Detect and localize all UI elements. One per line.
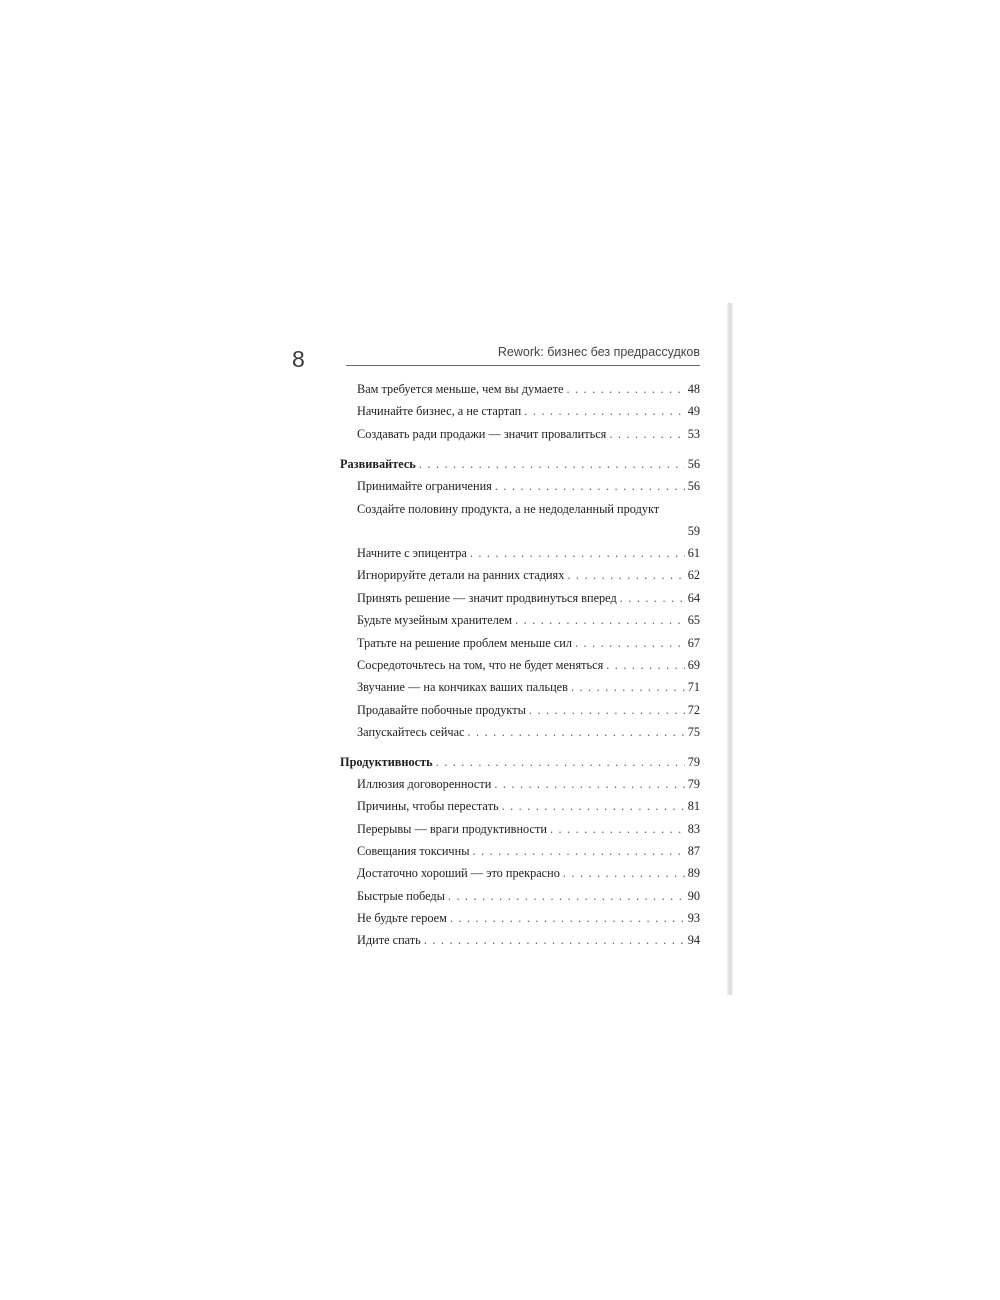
toc-entry	[357, 378, 700, 400]
toc-entry-page: 79	[687, 755, 700, 769]
dot-leader	[620, 587, 685, 609]
dot-leader	[494, 773, 684, 795]
toc-entry	[357, 929, 700, 951]
toc-entry	[357, 542, 700, 564]
toc-entry	[357, 721, 700, 743]
toc-entry-page: 72	[687, 703, 700, 717]
dot-leader	[448, 885, 685, 907]
page-number: 8	[292, 346, 305, 372]
dot-leader	[495, 475, 685, 497]
toc-entry	[357, 400, 700, 422]
toc-section	[340, 453, 700, 475]
toc-entry-title: Развивайтесь	[340, 457, 416, 471]
toc-entry-title: Создавать ради продажи — значит провалиться	[357, 427, 607, 441]
toc-entry-title: Начните с эпицентра	[357, 546, 467, 560]
header-rule	[346, 365, 700, 366]
toc-entry-page: 56	[687, 457, 700, 471]
dot-leader	[524, 400, 684, 422]
toc-entry-page: 64	[687, 591, 700, 605]
toc-entry	[357, 654, 700, 676]
toc-entry-page: 81	[687, 799, 700, 813]
toc-entry-page: 65	[687, 613, 700, 627]
toc-entry-page: 59	[687, 524, 700, 538]
toc-entry-title: Быстрые победы	[357, 889, 445, 903]
page-edge	[727, 303, 733, 995]
dot-leader	[571, 676, 685, 698]
toc-entry	[357, 885, 700, 907]
toc-entry	[357, 840, 700, 862]
toc-entry-page: 87	[687, 844, 700, 858]
toc-entry-title: Принять решение — значит продвинуться вперед	[357, 591, 617, 605]
toc-entry-title: Сосредоточьтесь на том, что не будет меняться	[357, 658, 604, 672]
page-header	[292, 340, 700, 380]
toc-section	[340, 751, 700, 773]
dot-leader	[566, 378, 684, 400]
toc-entry	[357, 699, 700, 721]
dot-leader	[529, 699, 685, 721]
toc-entry-title: Продавайте побочные продукты	[357, 703, 526, 717]
toc-entry-page: 93	[687, 911, 700, 925]
toc-entry-title: Совещания токсичны	[357, 844, 470, 858]
toc-entry	[357, 795, 700, 817]
toc-entry-page: 62	[687, 568, 700, 582]
toc-entry-title: Начинайте бизнес, а не стартап	[357, 404, 522, 418]
dot-leader	[472, 840, 684, 862]
toc-entry	[357, 862, 700, 884]
dot-leader	[606, 654, 684, 676]
toc-entry-page: 56	[687, 479, 700, 493]
toc-entry-page: 75	[687, 725, 700, 739]
toc-entry-title: Причины, чтобы перестать	[357, 799, 499, 813]
toc-entry-page: 83	[687, 822, 700, 836]
toc-entry	[357, 475, 700, 497]
toc-entry-title: Не будьте героем	[357, 911, 447, 925]
dot-leader	[419, 453, 685, 475]
toc-entry-title: Тратьте на решение проблем меньше сил	[357, 636, 572, 650]
toc-entry-title: Достаточно хороший — это прекрасно	[357, 866, 560, 880]
toc-entry-page: 61	[687, 546, 700, 560]
dot-leader	[468, 721, 685, 743]
toc-entry	[357, 587, 700, 609]
toc-entry-title: Вам требуется меньше, чем вы думаете	[357, 382, 564, 396]
toc-entry	[357, 564, 700, 586]
dot-leader	[609, 423, 684, 445]
toc-entry	[357, 818, 700, 840]
dot-leader	[515, 609, 685, 631]
running-title: Rework: бизнес без предрассудков	[497, 345, 700, 359]
toc-entry-page: 53	[687, 427, 700, 441]
toc-entry	[357, 498, 700, 542]
toc-entry-page: 94	[687, 933, 700, 947]
toc-entry-title: Идите спать	[357, 933, 421, 947]
toc-entry-title: Звучание — на кончиках ваших пальцев	[357, 680, 568, 694]
dot-leader	[436, 751, 685, 773]
toc-entry-title: Продуктивность	[340, 755, 433, 769]
toc-entry	[357, 676, 700, 698]
dot-leader	[575, 632, 685, 654]
dot-leader	[550, 818, 685, 840]
toc-entry-title: Будьте музейным хранителем	[357, 613, 513, 627]
dot-leader	[450, 907, 685, 929]
dot-leader	[424, 929, 685, 951]
dot-leader	[502, 795, 685, 817]
toc-entry	[357, 773, 700, 795]
toc-entry-title: Перерывы — враги продуктивности	[357, 822, 547, 836]
toc-entry-title: Запускайтесь сейчас	[357, 725, 465, 739]
toc-entry-title: Создайте половину продукта, а не недоделанный продукт	[357, 502, 660, 516]
toc-entry	[357, 609, 700, 631]
toc-entry-page: 48	[687, 382, 700, 396]
toc-entry-title: Иллюзия договоренности	[357, 777, 492, 791]
toc-entry	[357, 907, 700, 929]
toc-entry	[357, 423, 700, 445]
toc-entry-page: 69	[687, 658, 700, 672]
toc-entry-page: 49	[687, 404, 700, 418]
toc-entry-page: 67	[687, 636, 700, 650]
toc-entry	[357, 632, 700, 654]
toc-entry-page: 89	[687, 866, 700, 880]
dot-leader	[567, 564, 684, 586]
toc-entry-page: 79	[687, 777, 700, 791]
toc-entry-page: 90	[687, 889, 700, 903]
dot-leader	[563, 862, 685, 884]
dot-leader	[470, 542, 685, 564]
toc-entry-title: Принимайте ограничения	[357, 479, 492, 493]
toc-entry-page: 71	[687, 680, 700, 694]
toc-entry-title: Игнорируйте детали на ранних стадиях	[357, 568, 565, 582]
